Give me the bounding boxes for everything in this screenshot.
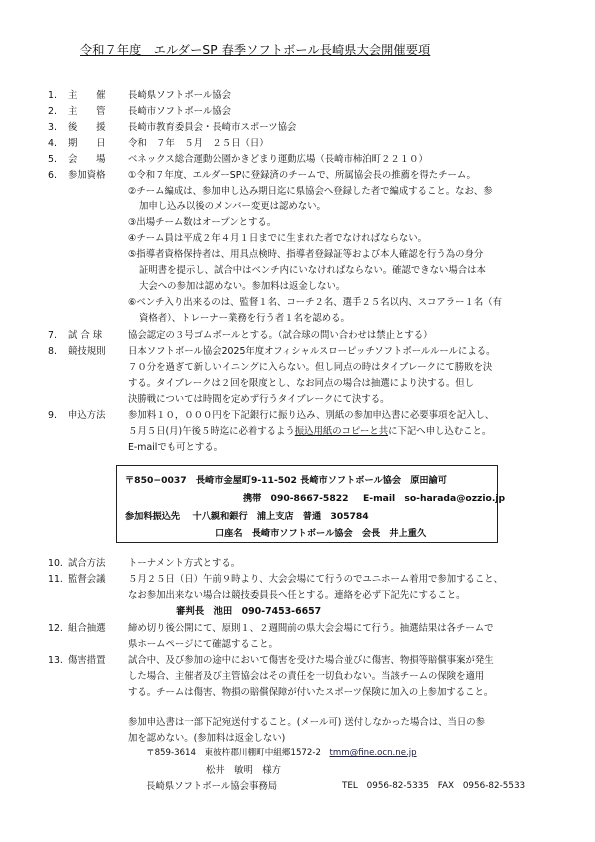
eligibility-line: ⑥ベンチ入り出来るのは、監督１名、コーチ２名、選手２５名以内、スコアラー１名（有 <box>128 297 503 308</box>
item-value: 試合中、及び参加の途中において傷害を受けた場合並びに傷害、物損等賠償事案が発生 <box>128 655 494 666</box>
item-eligibility <box>48 167 476 181</box>
item-number: 4. <box>48 138 57 149</box>
eligibility-line: ②チーム編成は、参加申し込み期日迄に県協会へ登録した者で編成すること。なお、参 <box>128 186 493 197</box>
application-copy-text: 振込用紙のコピーと共 <box>294 426 389 437</box>
item-value: 日本ソフトボール協会2025年度オフィシャルスローピッチソフトボールルールによる。 <box>128 346 496 357</box>
item-number: 6. <box>48 170 57 181</box>
item-value: 協会認定の３号ゴムボールとする。（試合球の問い合わせは禁止とする） <box>128 330 433 341</box>
item-support <box>48 119 296 133</box>
application-send-text: に下記へ申し込むこと。 <box>388 426 492 437</box>
item-number: 10. <box>48 558 63 569</box>
umpire-chief: 審判長 池田 090-7453-6657 <box>176 606 322 617</box>
item-value: トーナメント方式とする。 <box>128 558 241 569</box>
eligibility-line: ④チーム員は平成２年４月１日までに生まれた者でなければならない。 <box>128 233 428 244</box>
box-address: 〒850−0037 長崎市金屋町9-11-502 長崎市ソフトボール協会 原田諭可 <box>125 475 447 486</box>
item-number: 5. <box>48 154 57 165</box>
item-label: 試合方法 <box>68 558 106 569</box>
contact-box <box>116 465 506 543</box>
item-number: 1. <box>48 90 57 101</box>
item-value: 締め切り後公開にて、原則１、２週間前の県大会会場にて行う。抽選結果は各チームで <box>128 623 494 634</box>
item-label: 後 援 <box>68 122 106 133</box>
eligibility-line: 大会への参加は認めない。参加料は返金しない。 <box>139 281 346 292</box>
item-format <box>48 555 240 569</box>
eligibility-line: ⑤指導者資格保持者は、用具点検時、指導者登録証等および本人確認を行う為の身分 <box>128 249 484 260</box>
item-value: ベネックス総合運動公園かきどまり運動広場（長崎市柿泊町２２１０） <box>128 154 428 165</box>
rules-line: ７０分を過ぎて新しいイニングに入らない。但し同点の時はタイブレークにて勝敗を決 <box>128 362 493 373</box>
item-number: 3. <box>48 122 57 133</box>
rules-line: 決勝戦については時間を定めず行うタイブレークにて決する。 <box>128 394 390 405</box>
eligibility-line: 証明書を提示し、試合中はベンチ内にいなければならない。確認できない場合は本 <box>139 265 486 276</box>
item-date <box>48 135 269 149</box>
item-label: 期 日 <box>68 138 106 149</box>
item-number: 9. <box>48 410 57 421</box>
item-label: 主 管 <box>68 106 106 117</box>
item-label: 競技規則 <box>68 346 106 357</box>
box-email: E-mail so-harada@ozzio.jp <box>363 493 506 504</box>
item-value: ①令和７年度、エルダーSPに登録済のチームで、所属協会長の推薦を得たチーム。 <box>128 170 476 181</box>
item-rules <box>48 343 496 357</box>
item-label: 参加資格 <box>68 170 106 181</box>
footer-address <box>146 746 417 758</box>
item-managers-meeting <box>48 571 503 585</box>
rules-line: する。タイブレークは２回を限度とし、なお同点の場合は抽選により決する。但し <box>128 378 475 389</box>
box-bank: 参加料振込先 十八親和銀行 浦上支店 普通 305784 <box>125 511 369 522</box>
item-label: 試 合 球 <box>68 330 103 341</box>
application-line: E-mailでも可とする。 <box>128 442 224 453</box>
item-label: 監督会議 <box>68 574 106 585</box>
item-number: 2. <box>48 106 57 117</box>
meeting-line: なお参加出来ない場合は競技委員長へ任とする。連絡を必ず下記先にすること。 <box>128 590 466 601</box>
footer-email-link[interactable]: tmm@fine.ocn.ne.jp <box>329 748 417 758</box>
eligibility-line: 加申し込み以後のメンバー変更は認めない。 <box>139 201 326 212</box>
application-line <box>128 423 491 437</box>
box-account-name: 口座名 長崎市ソフトボール協会 会長 井上重久 <box>215 528 427 539</box>
item-value: ５月２５日（日）午前９時より、大会会場にて行うのでユニホーム着用で参加すること、 <box>128 574 504 585</box>
eligibility-line: ③出場チーム数はオープンとする。 <box>128 217 277 228</box>
item-ball <box>48 327 433 341</box>
item-label: 傷害措置 <box>68 655 106 666</box>
injury-line: した場合、主催者及び主管協会はその責任を一切負わない。当該チームの保険を適用 <box>128 671 485 682</box>
application-deadline-text: ５月５日(月)午後５時迄に必着するよう <box>128 426 295 437</box>
item-label: 組合抽選 <box>68 623 106 634</box>
item-value: 令和 ７年 ５月 ２５日（日） <box>128 138 269 149</box>
item-value: 長崎市教育委員会・長崎市スポーツ協会 <box>128 122 297 133</box>
footer-phone-fax: TEL 0956-82-5335 FAX 0956-82-5533 <box>342 781 526 791</box>
box-mobile: 携帯 090-8667-5822 <box>243 493 349 504</box>
item-injury <box>48 652 494 666</box>
footer-postal-address: 〒859-3614 東彼杵郡川棚町中組郷1572-2 <box>146 748 330 758</box>
footer-note: 参加申込書は一部下記宛送付すること。(メール可) 送付しなかった場合は、当日の参 <box>128 717 485 728</box>
item-label: 申込方法 <box>68 410 106 421</box>
item-application <box>48 407 494 421</box>
item-label: 会 場 <box>68 154 106 165</box>
item-number: 13. <box>48 655 63 666</box>
item-label: 主 催 <box>68 90 106 101</box>
item-value: 長崎市ソフトボール協会 <box>128 106 231 117</box>
item-venue <box>48 151 428 165</box>
page-title: 令和７年度 エルダーSP 春季ソフトボール長崎県大会開催要項 <box>80 43 431 57</box>
item-number: 8. <box>48 346 57 357</box>
item-host <box>48 87 231 101</box>
item-number: 12. <box>48 623 63 634</box>
footer-note: 加を認めない。(参加料は返金しない) <box>128 733 286 744</box>
footer-contact-person: 松井 敏明 様方 <box>206 765 282 776</box>
footer-office: 長崎県ソフトボール協会事務局 <box>146 781 278 792</box>
item-draw <box>48 620 493 634</box>
item-number: 7. <box>48 330 57 341</box>
item-number: 11. <box>48 574 63 585</box>
draw-line: 県ホームページにて確認すること。 <box>128 639 278 650</box>
item-value: 長崎県ソフトボール協会 <box>128 90 231 101</box>
eligibility-line: 資格者）、トレーナー業務を行う者１名を認める。 <box>139 313 350 324</box>
item-organizer <box>48 103 231 117</box>
item-value: 参加料１０，０００円を下記銀行に振り込み、別紙の参加申込書に必要事項を記入し、 <box>128 410 495 421</box>
injury-line: する。チームは傷害、物損の賠償保障が付いたスポーツ保険に加入の上参加すること。 <box>128 687 494 698</box>
